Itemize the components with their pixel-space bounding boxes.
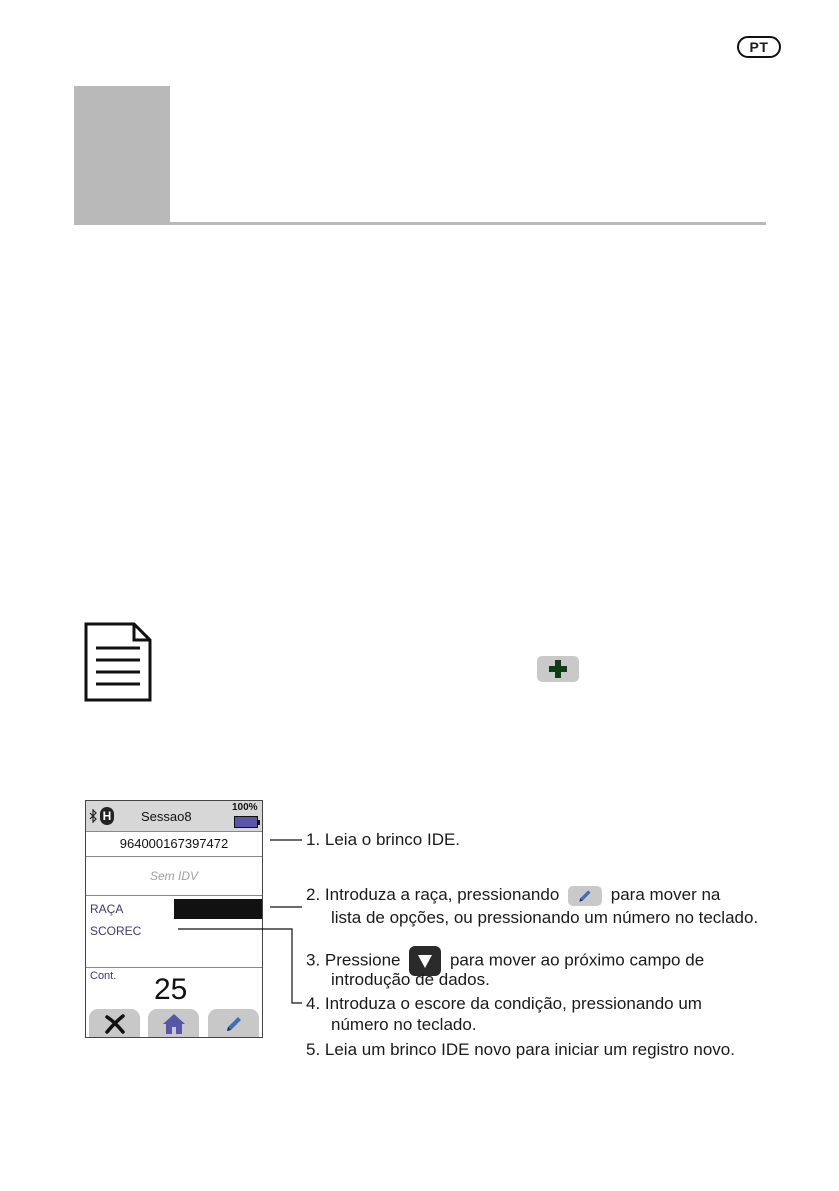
step-1: 1. Leia o brinco IDE. <box>306 830 461 849</box>
step-3-text-after: para mover ao próximo campo de <box>449 950 705 970</box>
step-2-text-after: para mover na <box>610 885 721 904</box>
step-3-line-2: introdução de dados. <box>331 970 490 989</box>
breed-label: RAÇA <box>90 902 124 916</box>
session-name: Sessao8 <box>141 809 192 824</box>
count-value: 25 <box>154 973 188 1006</box>
down-arrow-icon <box>416 952 434 970</box>
inline-edit-button <box>568 886 602 906</box>
step-2-line-1 <box>306 885 720 906</box>
step-3-text-before: 3. Pressione <box>306 950 401 970</box>
step-2-line-2: lista de opções, ou pressionando um número no teclado. <box>331 908 759 927</box>
step-4-line-2: número no teclado. <box>331 1015 477 1034</box>
pencil-icon <box>577 888 593 904</box>
hold-mode-icon: H <box>100 807 114 825</box>
step-4-line-1: 4. Introduza o escore da condição, pressionando um <box>306 994 702 1013</box>
step-2-text-before: 2. Introduza a raça, pressionando <box>306 885 560 904</box>
score-label: SCOREC <box>90 924 142 938</box>
eid-value: 964000167397472 <box>86 832 262 857</box>
step-5: 5. Leia um brinco IDE novo para iniciar um registro novo. <box>306 1040 735 1059</box>
count-label: Cont. <box>90 970 117 982</box>
battery-percent: 100% <box>232 802 258 813</box>
language-badge: PT <box>737 36 781 58</box>
vid-field[interactable]: Sem IDV <box>86 857 262 896</box>
